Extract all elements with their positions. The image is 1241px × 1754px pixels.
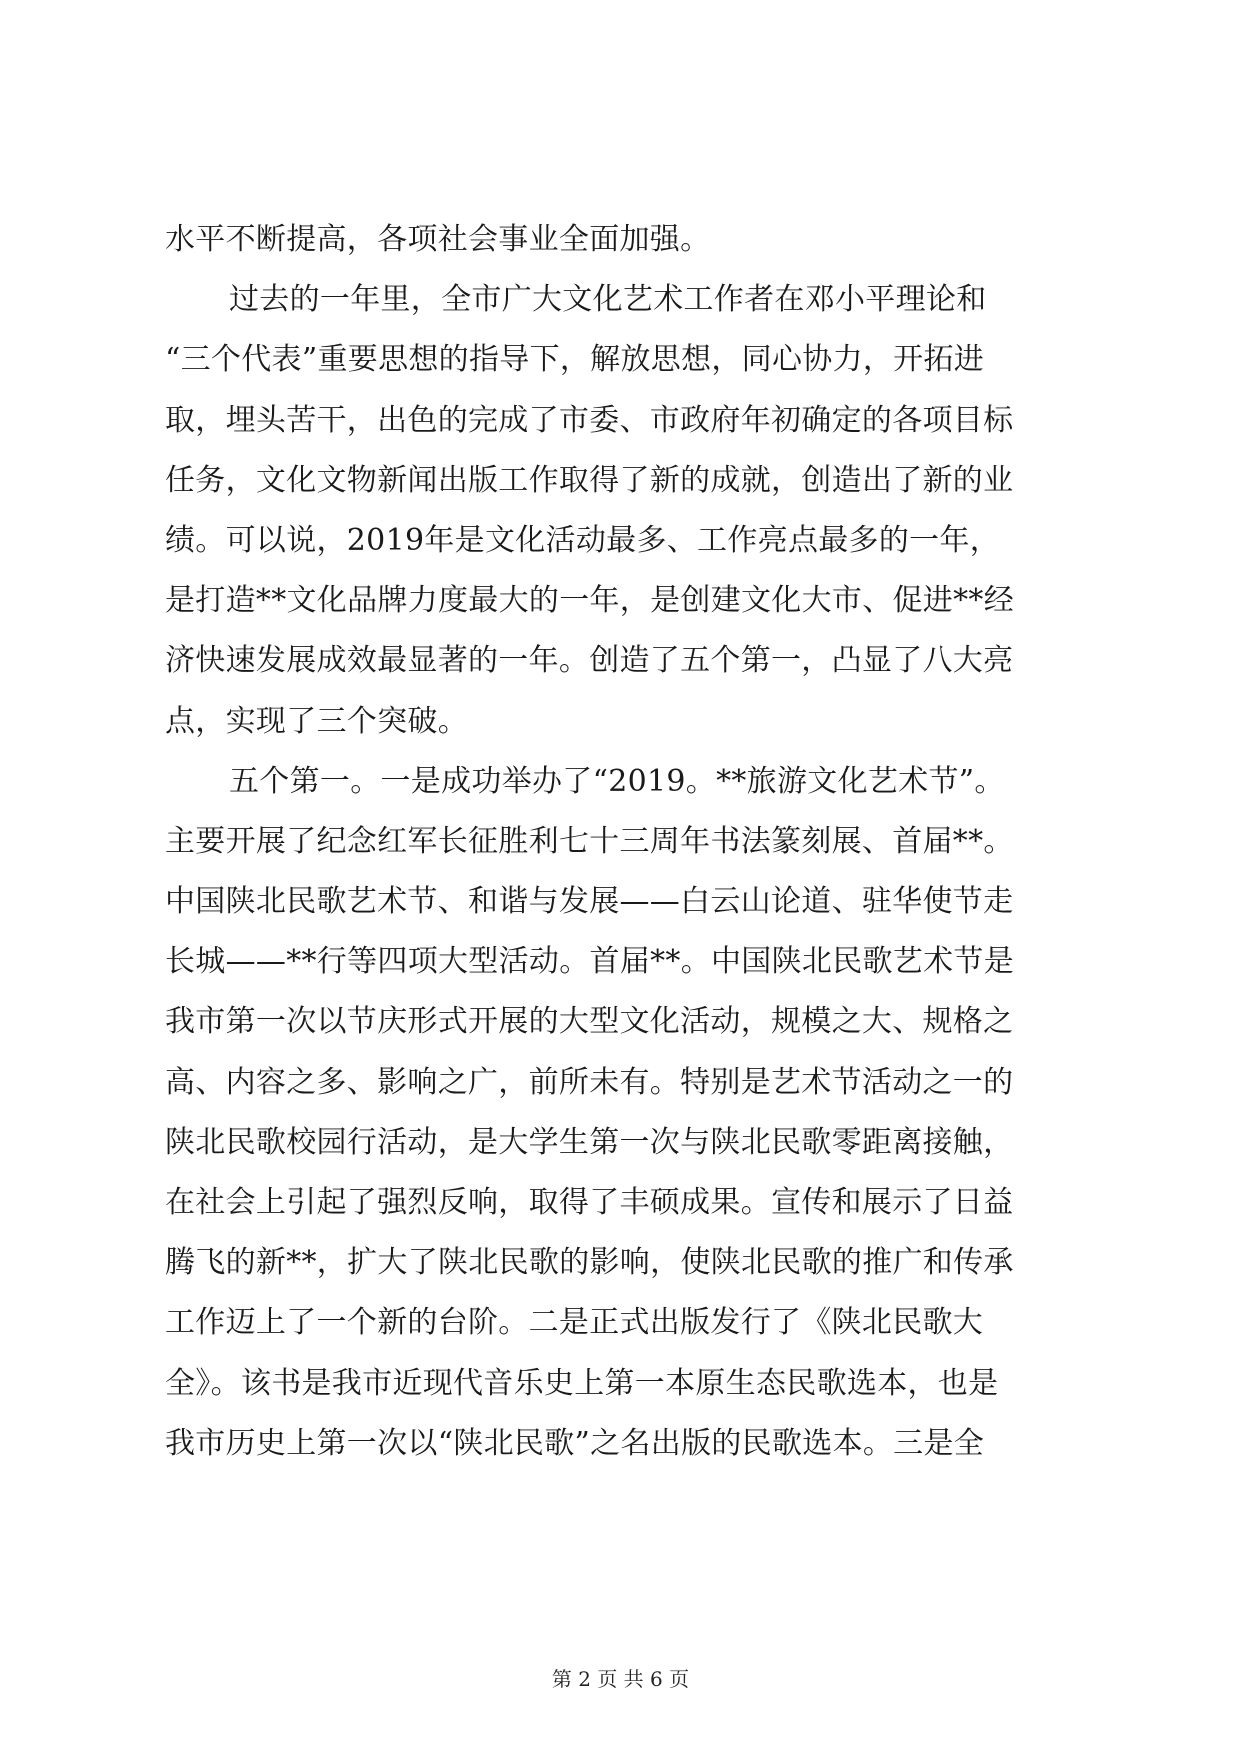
text-line: 绩。可以说，2019年是文化活动最多、工作亮点最多的一年， xyxy=(165,522,1001,558)
text-line: 我市第一次以节庆形式开展的大型文化活动，规模之大、规格之 xyxy=(165,1004,1014,1040)
text-line: 中国陕北民歌艺术节、和谐与发展——白云山论道、驻华使节走 xyxy=(165,884,1014,920)
text-line: 陕北民歌校园行活动，是大学生第一次与陕北民歌零距离接触， xyxy=(165,1124,1014,1160)
text-line: 济快速发展成效最显著的一年。创造了五个第一，凸显了八大亮 xyxy=(165,643,1014,679)
page-number-footer: 第 2 页 共 6 页 xyxy=(551,1667,690,1691)
body-text xyxy=(165,210,1085,1474)
text-line: 高、内容之多、影响之广，前所未有。特别是艺术节活动之一的 xyxy=(165,1064,1014,1100)
text-line: 是打造**文化品牌力度最大的一年，是创建文化大市、促进**经 xyxy=(165,583,1014,619)
paragraph-start-line: 过去的一年里，全市广大文化艺术工作者在邓小平理论和 xyxy=(229,282,987,318)
text-line: 取，埋头苦干，出色的完成了市委、市政府年初确定的各项目标 xyxy=(165,402,1014,438)
text-line: 全》。该书是我市近现代音乐史上第一本原生态民歌选本，也是 xyxy=(165,1365,999,1401)
text-line: 主要开展了纪念红军长征胜利七十三周年书法篆刻展、首届**。 xyxy=(165,823,1014,859)
text-line: 长城——**行等四项大型活动。首届**。中国陕北民歌艺术节是 xyxy=(165,944,1014,980)
text-line: 水平不断提高，各项社会事业全面加强。 xyxy=(165,222,711,257)
text-line: 腾飞的新**，扩大了陕北民歌的影响，使陕北民歌的推广和传承 xyxy=(165,1245,1014,1281)
paragraph-start-line: 五个第一。一是成功举办了“2019。**旅游文化艺术节”。 xyxy=(229,763,1005,799)
text-line: “三个代表”重要思想的指导下，解放思想，同心协力，开拓进 xyxy=(165,342,985,378)
text-line: 工作迈上了一个新的台阶。二是正式出版发行了《陕北民歌大 xyxy=(165,1305,984,1341)
text-line: 在社会上引起了强烈反响，取得了丰硕成果。宣传和展示了日益 xyxy=(165,1185,1014,1220)
text-line: 任务，文化文物新闻出版工作取得了新的成就，创造出了新的业 xyxy=(165,462,1014,498)
text-line: 点，实现了三个突破。 xyxy=(165,703,468,739)
text-line: 我市历史上第一次以“陕北民歌”之名出版的民歌选本。三是全 xyxy=(165,1425,985,1461)
